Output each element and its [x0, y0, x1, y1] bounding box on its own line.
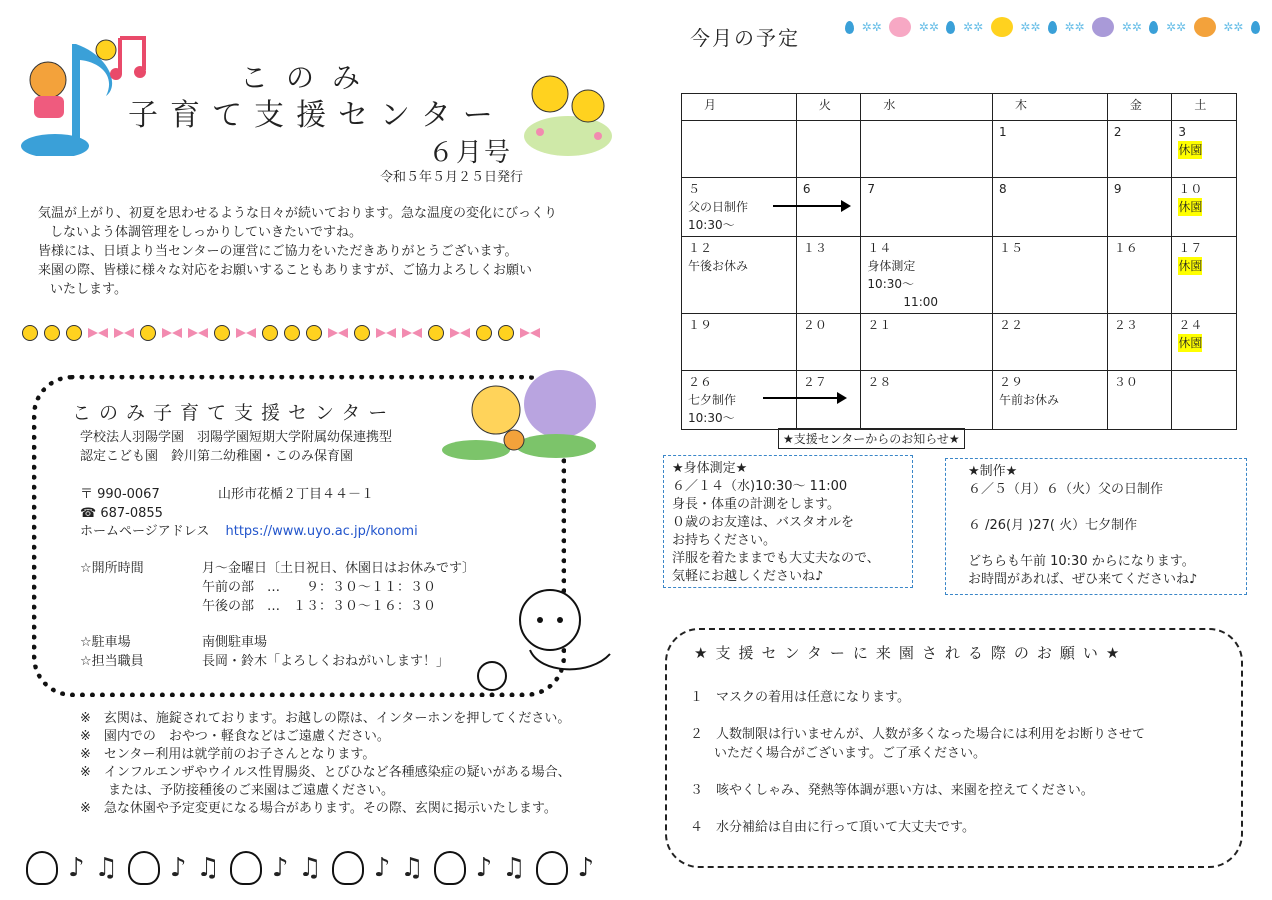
day-event: 父の日制作 — [688, 200, 749, 214]
note-item: ※ 玄関は、施錠されております。お越しの際は、インターホンを押してください。 — [80, 711, 571, 726]
note-item: ※ インフルエンザやウイルス性胃腸炎、とびひなど各種感染症の疑いがある場合、 — [80, 765, 571, 780]
measurement-line: ６／１４（水)10:30～ 11:00 — [672, 479, 848, 494]
calendar-day-cell — [682, 178, 797, 237]
postal-code: 〒 990-0067 — [80, 487, 160, 502]
title-line2: 子育て支援センター — [128, 98, 505, 133]
day-number: 9 — [1113, 182, 1122, 196]
day-event: 七夕制作 — [688, 393, 737, 407]
day-number: ３０ — [1113, 375, 1138, 389]
chicks-illustration — [520, 66, 616, 158]
calendar-day-cell — [1172, 371, 1237, 430]
calendar-day-cell — [861, 121, 993, 178]
calendar-day-cell — [992, 178, 1107, 237]
weekday-header: 火 — [796, 94, 861, 121]
calendar-week-row — [682, 314, 1237, 371]
day-number: ２９ — [998, 375, 1023, 389]
request-item: １ マスクの着用は任意になります。 — [690, 690, 910, 705]
homepage-link[interactable]: https://www.uyo.ac.jp/konomi — [225, 524, 418, 539]
day-number: ２０ — [802, 318, 827, 332]
day-number: 1 — [998, 125, 1007, 139]
calendar-day-cell — [796, 237, 861, 314]
calendar-day-cell — [796, 314, 861, 371]
requests-list — [690, 688, 1145, 855]
calendar-day-cell — [796, 121, 861, 178]
calendar-day-cell — [1172, 314, 1237, 371]
parking-value: 南側駐車場 — [202, 635, 268, 650]
hours-am: 午前の部 … ９：３０～１１：３０ — [202, 580, 437, 595]
weekday-header: 水 — [861, 94, 993, 121]
hours-days: 月～金曜日〔土日祝日、休園日はお休みです〕 — [202, 561, 476, 576]
weekday-header: 土 — [1172, 94, 1237, 121]
day-number: ２２ — [998, 318, 1023, 332]
craft-line: お時間があれば、ぜひ来てくださいね♪ — [968, 572, 1198, 587]
calendar-day-cell — [1172, 121, 1237, 178]
day-event: 休園 — [1178, 143, 1203, 157]
weekday-header: 木 — [992, 94, 1107, 121]
intro-line: いたします。 — [50, 282, 127, 297]
calendar-week-row — [682, 178, 1237, 237]
drop-face-border: ✲✲ ✲✲ ✲✲ ✲✲ ✲✲ ✲✲ ✲✲ ✲✲ — [845, 14, 1260, 40]
calendar-day-cell — [861, 371, 993, 430]
day-number: ２４ — [1178, 318, 1203, 332]
calendar-day-cell — [796, 178, 861, 237]
calendar-day-cell — [1107, 314, 1172, 371]
calendar-day-cell — [682, 371, 797, 430]
calendar-day-cell — [1172, 178, 1237, 237]
issue-label: ６月号 — [428, 138, 513, 168]
day-number: 7 — [867, 182, 876, 196]
calendar-day-cell — [992, 371, 1107, 430]
note-item: ※ 急な休園や予定変更になる場合があります。その際、玄関に掲示いたします。 — [80, 801, 557, 816]
day-number: ２３ — [1113, 318, 1138, 332]
day-event: 10:30～ — [867, 277, 915, 291]
calendar-day-cell — [992, 121, 1107, 178]
measurement-box — [663, 455, 913, 588]
day-number: １３ — [802, 241, 827, 255]
snail-hydrangea-illustration — [436, 366, 604, 462]
craft-line: ６ /26(月 )27( 火）七夕制作 — [968, 518, 1138, 533]
day-event: 身体測定 — [867, 259, 916, 273]
day-number: 8 — [998, 182, 1007, 196]
homepage — [80, 522, 418, 541]
calendar-day-cell — [1107, 371, 1172, 430]
day-event: 休園 — [1178, 336, 1203, 350]
baby-frog-illustration — [470, 584, 626, 694]
notice-title: ★支援センターからのお知らせ★ — [778, 428, 965, 449]
calendar-day-cell — [861, 178, 993, 237]
day-number: 3 — [1178, 125, 1187, 139]
measurement-line: お持ちください。 — [672, 533, 777, 548]
day-event: 10:30～ — [688, 411, 735, 425]
weekday-header: 金 — [1107, 94, 1172, 121]
day-number: 6 — [802, 182, 811, 196]
intro-text — [38, 204, 608, 299]
measurement-title: ★身体測定★ — [672, 461, 748, 476]
note-item: ※ 園内での おやつ・軽食などはご遠慮ください。 — [80, 729, 390, 744]
craft-box — [945, 458, 1247, 595]
affiliation — [80, 428, 392, 466]
day-event: 午前お休み — [998, 393, 1059, 407]
request-item: いただく場合がございます。ご了承ください。 — [714, 746, 986, 761]
craft-line: どちらも午前 10:30 からになります。 — [968, 554, 1195, 569]
day-number: ２６ — [688, 375, 713, 389]
calendar-day-cell — [992, 237, 1107, 314]
affiliation-line: 認定こども園 鈴川第二幼稚園・このみ保育園 — [80, 449, 354, 464]
day-event: 休園 — [1178, 200, 1203, 214]
measurement-line: 気軽にお越しくださいね♪ — [672, 569, 824, 584]
calendar-day-cell — [1107, 237, 1172, 314]
staff-label: ☆担当職員 — [80, 654, 144, 669]
day-number: ５ — [688, 182, 701, 196]
note-item: ※ センター利用は就学前のお子さんとなります。 — [80, 747, 376, 762]
staff-value: 長岡・鈴木「よろしくおねがいします！」 — [202, 654, 450, 669]
parking-label: ☆駐車場 — [80, 635, 131, 650]
requests-title: ★支援センターに来園される際のお願い★ — [694, 644, 1128, 662]
hours-pm: 午後の部 … １３：３０～１６：３０ — [202, 599, 437, 614]
calendar-week-row — [682, 121, 1237, 178]
day-number: １９ — [688, 318, 713, 332]
note-item: または、予防接種後のご来園はご遠慮ください。 — [108, 783, 395, 798]
craft-line: ６／５（月）６（火）父の日制作 — [968, 482, 1164, 497]
measurement-line: ０歳のお友達は、バスタオルを — [672, 515, 855, 530]
weekday-header: 月 — [682, 94, 797, 121]
calendar-day-cell — [1172, 237, 1237, 314]
day-number: １０ — [1178, 182, 1203, 196]
day-number: １２ — [688, 241, 713, 255]
calendar-day-cell — [861, 237, 993, 314]
notes-list — [80, 710, 571, 818]
calendar-week-row — [682, 237, 1237, 314]
calendar-day-cell — [682, 314, 797, 371]
calendar-day-cell — [1107, 121, 1172, 178]
address: 山形市花楯２丁目４４－１ — [218, 487, 375, 502]
intro-line: 来園の際、皆様に様々な対応をお願いすることもありますが、ご協力よろしくお願い — [38, 263, 533, 278]
day-number: １５ — [998, 241, 1023, 255]
day-event: 午後お休み — [688, 259, 749, 273]
day-event: 11:00 — [867, 295, 939, 309]
day-event: 10:30～ — [688, 218, 735, 232]
calendar-day-cell — [796, 371, 861, 430]
day-number: 2 — [1113, 125, 1122, 139]
arrow-icon — [763, 397, 845, 399]
intro-line: 気温が上がり、初夏を思わせるような日々が続いております。急な温度の変化にびっくり — [38, 206, 557, 221]
measurement-line: 身長・体重の計測をします。 — [672, 497, 840, 512]
hours — [202, 559, 475, 616]
calendar-day-cell — [1107, 178, 1172, 237]
day-number: １４ — [867, 241, 892, 255]
day-number: １６ — [1113, 241, 1138, 255]
calendar-week-row — [682, 371, 1237, 430]
arrow-icon — [773, 205, 849, 207]
request-item: ４ 水分補給は自由に行って頂いて大丈夫です。 — [690, 820, 975, 835]
calendar-day-cell — [682, 237, 797, 314]
calendar-day-cell — [861, 314, 993, 371]
day-number: ２１ — [867, 318, 892, 332]
day-event: 休園 — [1178, 259, 1203, 273]
intro-line: 皆様には、日頃より当センターの運営にご協力をいただきありがとうございます。 — [38, 244, 518, 259]
calendar-day-cell — [682, 121, 797, 178]
request-item: ３ 咳やくしゃみ、発熱等体調が悪い方は、来園を控えてください。 — [690, 783, 1094, 798]
day-number: ２８ — [867, 375, 892, 389]
calendar-day-cell — [992, 314, 1107, 371]
day-number: １７ — [1178, 241, 1203, 255]
calendar-table — [681, 93, 1237, 430]
center-name: このみ子育て支援センター — [72, 402, 396, 424]
day-number: ２７ — [802, 375, 827, 389]
issued-date: 令和５年５月２５日発行 — [380, 170, 524, 185]
craft-title: ★制作★ — [968, 464, 1018, 479]
title-line1: このみ — [240, 61, 379, 94]
chick-bow-border — [22, 322, 590, 344]
hours-label: ☆開所時間 — [80, 561, 144, 576]
calendar-title: 今月の予定 — [690, 26, 800, 50]
request-item: ２ 人数制限は行いませんが、人数が多くなった場合には利用をお断りさせて — [690, 727, 1146, 742]
phone: ☎ 687-0855 — [80, 506, 163, 521]
intro-line: しないよう体調管理をしっかりしていきたいですね。 — [50, 225, 363, 240]
measurement-line: 洋服を着たままでも大丈夫なので、 — [672, 551, 880, 566]
frog-music-border: ♪ ♫ ♪ ♫ ♪ ♫ ♪ ♫ ♪ ♫ ♪ — [26, 848, 616, 888]
homepage-label: ホームページアドレス — [80, 524, 210, 539]
affiliation-line: 学校法人羽陽学園 羽陽学園短期大学附属幼保連携型 — [80, 430, 393, 445]
